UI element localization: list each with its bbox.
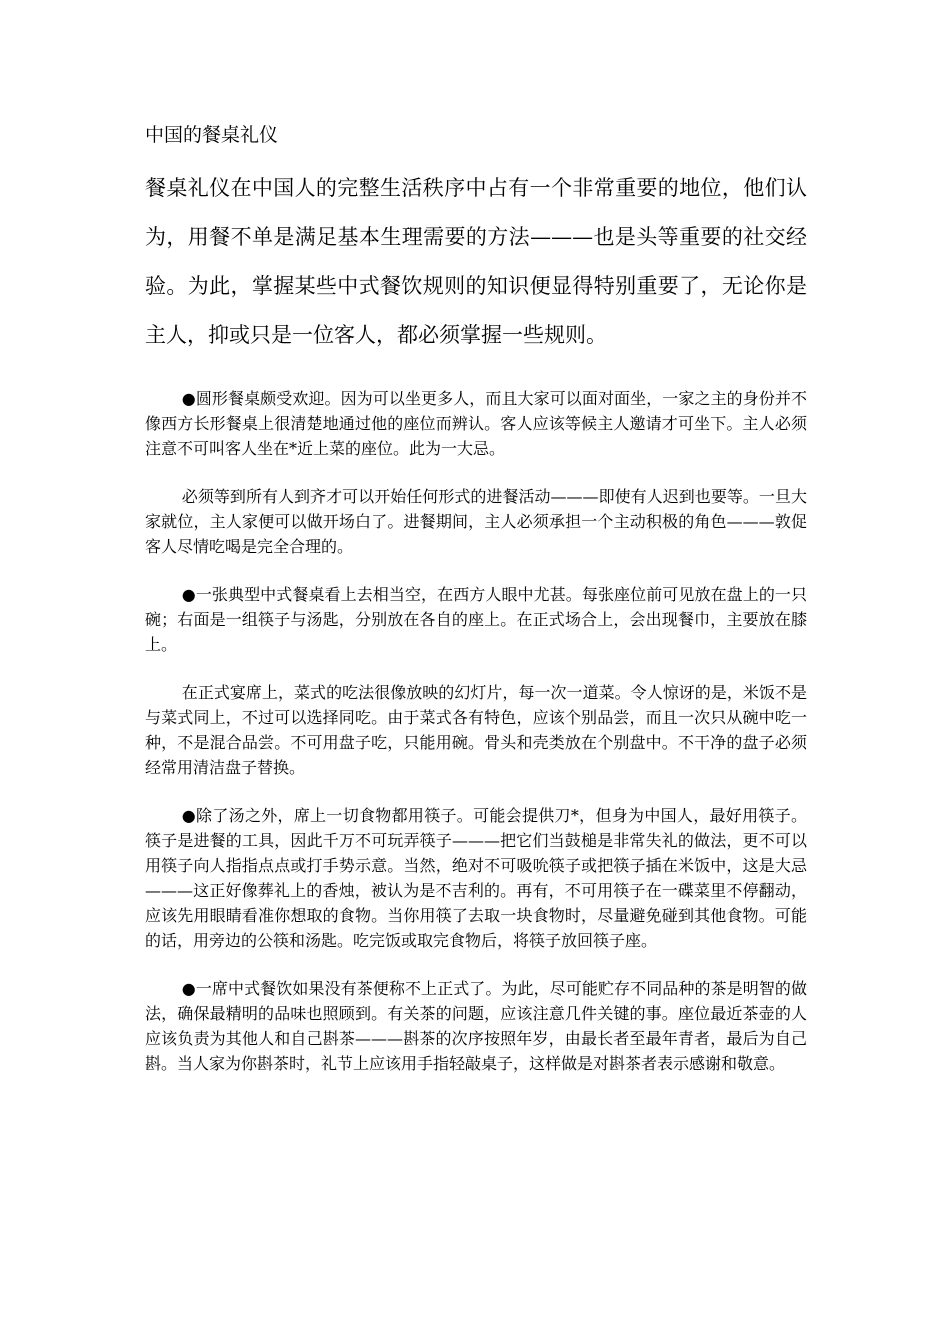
paragraph-table-setting: ●一张典型中式餐桌看上去相当空，在西方人眼中尤甚。每张座位前可见放在盘上的一只碗；右面是一组筷子与汤匙，分别放在各自的座上。在正式场合上，会出现餐巾，主要放在膝上。 (145, 585, 807, 654)
document-page (145, 118, 807, 1099)
intro-paragraph: 餐桌礼仪在中国人的完整生活秩序中占有一个非常重要的地位，他们认为，用餐不单是满足基本生理需要的方法———也是头等重要的社交经验。为此，掌握某些中式餐饮规则的知识便显得特别重要了，无论你是主人，抑或只是一位客人，都必须掌握一些规则。 (145, 176, 807, 347)
paragraph-dish-order: 在正式宴席上，菜式的吃法很像放映的幻灯片，每一次一道菜。令人惊讶的是，米饭不是与菜式同上，不过可以选择同吃。由于菜式各有特色，应该个别品尝，而且一次只从碗中吃一种，不是混合品尝。不可用盘子吃，只能用碗。骨头和壳类放在个别盘中。不干净的盘子必须经常用清洁盘子替换。 (145, 683, 807, 777)
paragraph-chopsticks: ●除了汤之外，席上一切食物都用筷子。可能会提供刀*，但身为中国人，最好用筷子。筷子是进餐的工具，因此千万不可玩弄筷子———把它们当鼓槌是非常失礼的做法，更不可以用筷子向人指指点点或打手势示意。当然，绝对不可吸吮筷子或把筷子插在米饭中，这是大忌———这正好像葬礼上的香烛，被认为是不吉利的。再有，不可用筷子在一碟菜里不停翻动，应该先用眼睛看准你想取的食物。当你用筷了去取一块食物时，尽量避免碰到其他食物。可能的话，用旁边的公筷和汤匙。吃完饭或取完食物后，将筷子放回筷子座。 (145, 806, 807, 950)
document-title: 中国的餐桌礼仪 (145, 124, 279, 146)
paragraph-round-table: ●圆形餐桌颇受欢迎。因为可以坐更多人，而且大家可以面对面坐，一家之主的身份并不像西方长形餐桌上很清楚地通过他的座位而辨认。客人应该等候主人邀请才可坐下。主人必须注意不可叫客人坐在*近上菜的座位。此为一大忌。 (145, 389, 807, 458)
paragraph-waiting-guests: 必须等到所有人到齐才可以开始任何形式的进餐活动———即使有人迟到也要等。一旦大家就位，主人家便可以做开场白了。进餐期间，主人必须承担一个主动积极的角色———敦促客人尽情吃喝是完全合理的。 (145, 487, 807, 556)
paragraph-tea: ●一席中式餐饮如果没有茶便称不上正式了。为此，尽可能贮存不同品种的茶是明智的做法，确保最精明的品味也照顾到。有关茶的问题，应该注意几件关键的事。座位最近茶壶的人应该负责为其他人和自己斟茶———斟茶的次序按照年岁，由最长者至最年青者，最后为自己斟。当人家为你斟茶时，礼节上应该用手指轻敲桌子，这样做是对斟茶者表示感谢和敬意。 (145, 979, 807, 1073)
